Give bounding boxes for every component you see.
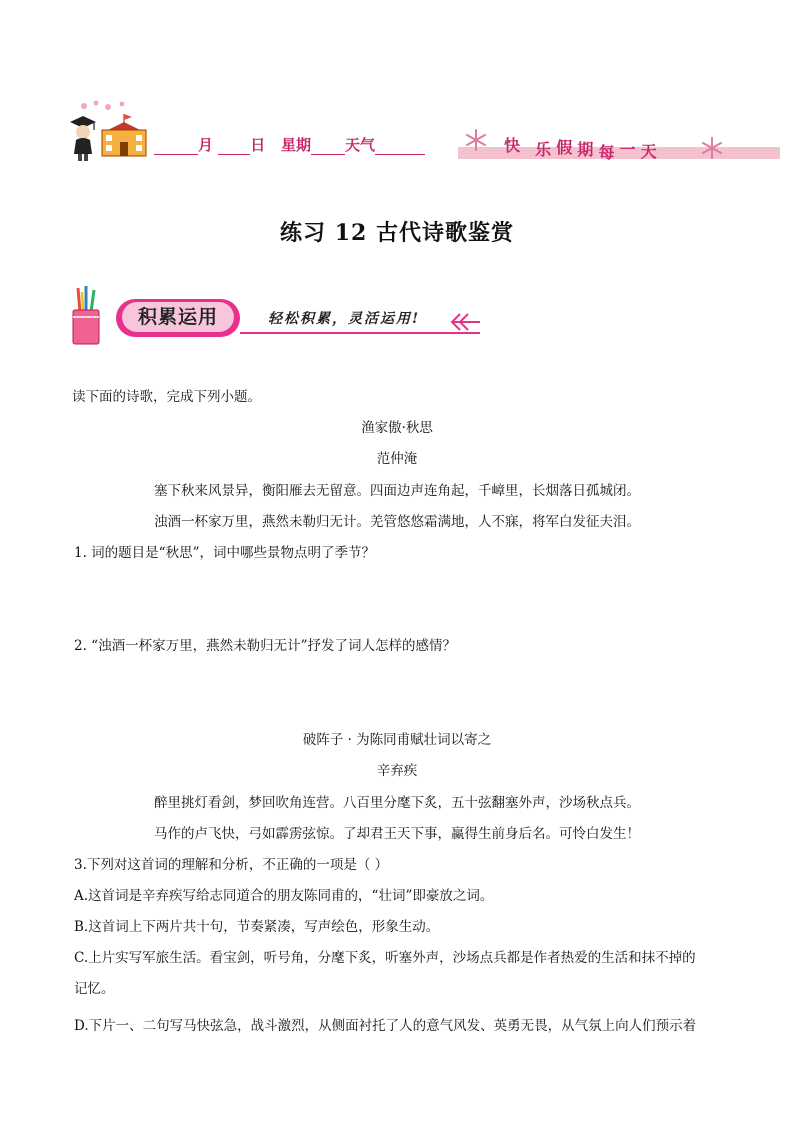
snowflake-icon <box>78 98 132 114</box>
question-3-option: D.下片一、二句写马快弦急，战斗激烈，从侧面衬托了人的意气风发、英勇无畏，从气氛上向人们预示着 <box>74 1018 697 1034</box>
tagline-char: 期 <box>577 140 594 159</box>
poem1-line: 浊酒一杯家万里，燕然未勒归无计。羌管悠悠霜满地，人不寐，将军白发征夫泪。 <box>154 514 640 530</box>
tagline-char: 假 <box>556 138 573 157</box>
student-graduate-icon <box>66 112 100 162</box>
snowflake-icon <box>700 136 724 160</box>
poem2-author: 辛弃疾 <box>376 763 418 779</box>
poem1-title: 渔家傲·秋思 <box>361 420 433 436</box>
poem2-line: 马作的卢飞快，弓如霹雳弦惊。了却君王天下事，赢得生前身后名。可怜白发生！ <box>154 826 640 842</box>
question-3-option: C.上片实写军旅生活。看宝剑，听号角，分麾下炙，听塞外声，沙场点兵都是作者热爱的生活和抹不掉的 <box>74 950 696 966</box>
tagline-char: 天 <box>640 142 657 161</box>
page-title: 练习 12 古代诗歌鉴赏 <box>280 220 514 246</box>
question-3-option: A.这首词是辛弃疾写给志同道合的朋友陈同甫的，“壮词”即豪放之词。 <box>74 888 494 904</box>
instruction: 读下面的诗歌，完成下列小题。 <box>72 389 261 405</box>
question-3-stem: 3.下列对这首词的理解和分析，不正确的一项是（ ） <box>74 857 389 873</box>
weather-label: 天气 <box>344 136 375 154</box>
date-line <box>154 134 425 155</box>
tagline-char: 快 <box>504 136 521 155</box>
pencil-cup-icon <box>68 284 104 346</box>
school-building-icon <box>96 112 152 158</box>
section-slogan: 轻松积累，灵活运用! <box>268 311 421 327</box>
question-1: 1. 词的题目是“秋思”，词中哪些景物点明了季节？ <box>74 545 375 561</box>
day-label: 日 <box>250 136 266 154</box>
holiday-tagline <box>504 133 657 162</box>
poem1-author: 范仲淹 <box>376 451 418 467</box>
section-label: 积累运用 <box>122 302 234 332</box>
poem2-line: 醉里挑灯看剑，梦回吹角连营。八百里分麾下炙，五十弦翻塞外声，沙场秋点兵。 <box>154 795 640 811</box>
question-3-option: B.这首词上下两片共十句，节奏紧凑，写声绘色，形象生动。 <box>74 919 440 935</box>
question-2: 2. “浊酒一杯家万里，燕然未勒归无计”抒发了词人怎样的感情？ <box>74 638 456 654</box>
tagline-char: 一 <box>619 140 636 159</box>
poem2-title: 破阵子 · 为陈同甫赋壮词以寄之 <box>302 732 492 748</box>
weekday-label: 星期 <box>280 136 311 154</box>
question-3-option: 记忆。 <box>74 981 115 997</box>
tagline-char: 每 <box>598 143 615 162</box>
section-underline <box>240 332 480 334</box>
snowflake-icon <box>464 128 488 152</box>
poem1-line: 塞下秋来风景异，衡阳雁去无留意。四面边声连角起，千嶂里，长烟落日孤城闭。 <box>154 483 640 499</box>
month-label: 月 <box>198 136 214 154</box>
tagline-char: 乐 <box>535 140 552 159</box>
double-arrow-left-icon <box>448 310 482 334</box>
